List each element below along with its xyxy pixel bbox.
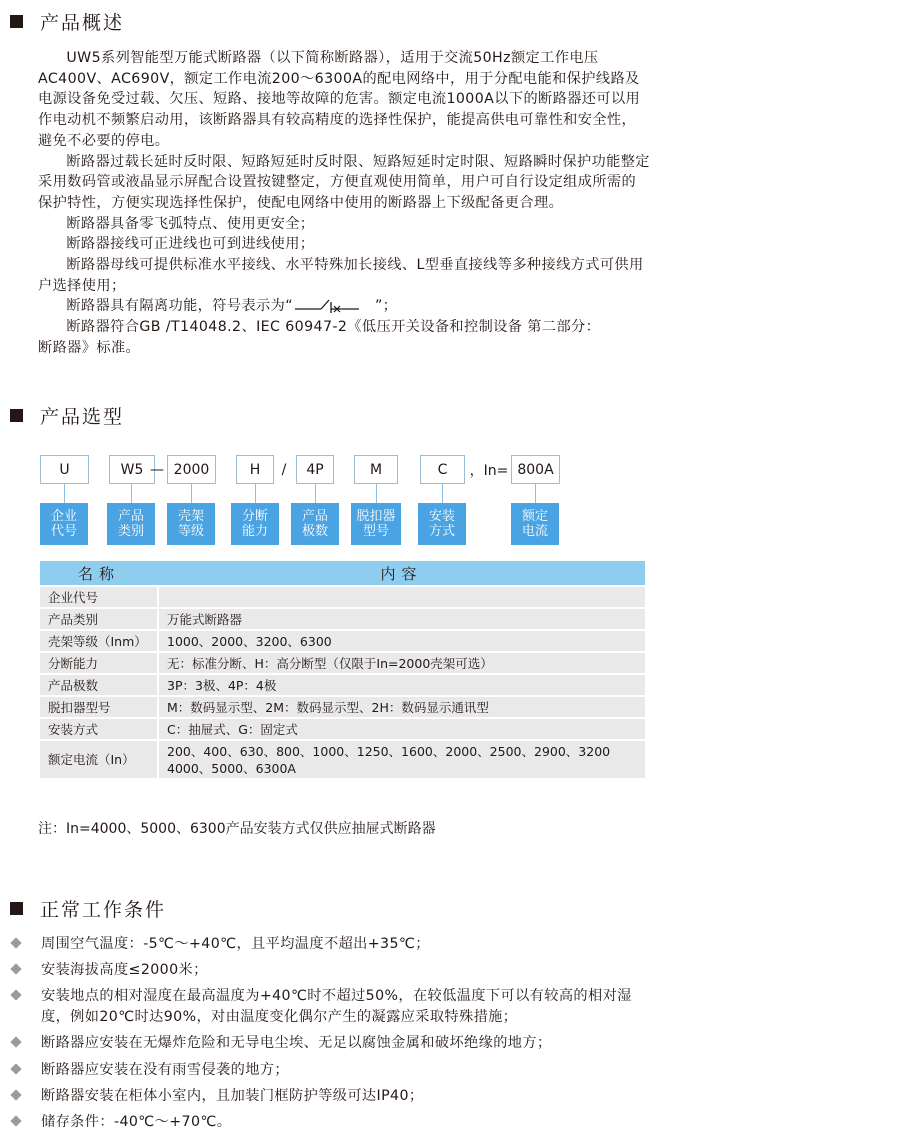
label-install-mode: 安装 方式	[418, 503, 466, 545]
table-row	[40, 652, 645, 674]
row-content: 1000、2000、3200、6300	[158, 630, 645, 652]
code-poles: 4P	[296, 455, 334, 484]
connector-line	[131, 484, 132, 504]
section-heading-overview	[10, 6, 124, 36]
code-breaking: H	[236, 455, 274, 484]
label-rated-current: 额定 电流	[511, 503, 559, 545]
header-name: 名称	[40, 561, 158, 586]
condition-text: 安装地点的相对湿度在最高温度为+40℃时不超过50%，在较低温度下可以有较高的相对湿度，例如20℃时达90%，对由温度变化偶尔产生的凝露应采取特殊措施；	[41, 988, 632, 1026]
square-bullet-icon	[10, 409, 23, 422]
label-poles: 产品 极数	[291, 503, 339, 545]
code-dash: —	[150, 461, 164, 478]
table-header-row	[40, 561, 645, 586]
code-category: W5	[109, 455, 155, 484]
table-row	[40, 586, 645, 608]
code-slash: /	[281, 461, 287, 478]
condition-text: 储存条件：-40℃～+70℃。	[41, 1113, 232, 1130]
isolation-paragraph	[38, 296, 650, 317]
section-title: 正常工作条件	[40, 898, 167, 921]
list-item	[0, 986, 660, 1027]
list-item	[0, 1060, 660, 1081]
row-content: 3P：3极、4P：4极	[158, 674, 645, 696]
overview-paragraph: 断路器母线可提供标准水平接线、水平特殊加长接线、L型垂直接线等多种接线方式可供用户选择使用；	[38, 257, 644, 294]
isolation-prefix: 断路器具有隔离功能，符号表示为“	[66, 298, 293, 315]
row-name: 安装方式	[40, 718, 158, 740]
code-release: M	[354, 455, 398, 484]
row-name: 脱扣器型号	[40, 696, 158, 718]
diamond-bullet-icon	[10, 964, 21, 975]
connector-line	[191, 484, 192, 504]
table-row	[40, 718, 645, 740]
connector-line	[376, 484, 377, 504]
connector-line	[315, 484, 316, 504]
row-name: 壳架等级（Inm）	[40, 630, 158, 652]
diamond-bullet-icon	[10, 1115, 21, 1126]
list-item	[0, 934, 660, 955]
row-name: 分断能力	[40, 652, 158, 674]
overview-paragraph: 断路器具备零飞弧特点、使用更安全；	[66, 215, 315, 232]
list-item	[0, 1033, 660, 1054]
overview-text	[38, 48, 650, 359]
connector-line	[255, 484, 256, 504]
condition-text: 断路器应安装在没有雨雪侵袭的地方；	[41, 1061, 289, 1078]
label-frame-grade: 壳架 等级	[167, 503, 215, 545]
square-bullet-icon	[10, 15, 23, 28]
overview-paragraph: 断路器过载长延时反时限、短路短延时反时限、短路短延时定时限、短路瞬时保护功能整定采用数码管或液晶显示屏配合设置按键整定，方便直观使用简单，用户可自行设定组成所需的保护特性，方便实现选择性保护，使配电网络中使用的断路器上下级配备更合理。	[38, 153, 650, 211]
label-breaking-capacity: 分断 能力	[231, 503, 279, 545]
connector-line	[442, 484, 443, 504]
label-release-type: 脱扣器 型号	[351, 503, 401, 545]
code-frame: 2000	[167, 455, 216, 484]
row-name: 额定电流（In）	[40, 740, 158, 778]
code-in-label: ，In=	[469, 462, 509, 479]
row-content: 万能式断路器	[158, 608, 645, 630]
section-heading-conditions	[10, 893, 166, 923]
row-content	[158, 586, 645, 608]
isolation-suffix: ”；	[374, 298, 398, 315]
row-content: 200、400、630、800、1000、1250、1600、2000、2500、2900、3200 4000、5000、6300A	[158, 740, 645, 778]
table-row	[40, 740, 645, 778]
row-name: 企业代号	[40, 586, 158, 608]
label-enterprise-code: 企业 代号	[40, 503, 88, 545]
square-bullet-icon	[10, 902, 23, 915]
diamond-bullet-icon	[10, 1089, 21, 1100]
code-enterprise: U	[40, 455, 89, 484]
selection-table	[40, 561, 645, 778]
isolation-switch-symbol-icon	[293, 297, 375, 315]
overview-paragraph: 断路器接线可正进线也可到进线使用；	[66, 236, 315, 253]
list-item	[0, 1086, 660, 1107]
section-heading-selection	[10, 400, 124, 430]
connector-line	[64, 484, 65, 504]
table-row	[40, 696, 645, 718]
section-title: 产品概述	[40, 11, 125, 34]
diamond-bullet-icon	[10, 937, 21, 948]
table-row	[40, 608, 645, 630]
conditions-list	[0, 934, 660, 1138]
diamond-bullet-icon	[10, 990, 21, 1001]
code-mount: C	[420, 455, 465, 484]
row-content: C：抽屉式、G：固定式	[158, 718, 645, 740]
diamond-bullet-icon	[10, 1063, 21, 1074]
section-title: 产品选型	[40, 405, 125, 428]
diamond-bullet-icon	[10, 1037, 21, 1048]
condition-text: 断路器安装在柜体小室内，且加装门框防护等级可达IP40；	[41, 1087, 424, 1104]
condition-text: 周围空气温度：-5℃～+40℃，且平均温度不超出+35℃；	[41, 936, 430, 952]
list-item	[0, 960, 660, 981]
condition-text: 安装海拔高度≤2000米；	[41, 962, 208, 979]
table-row	[40, 630, 645, 652]
condition-text: 断路器应安装在无爆炸危险和无导电尘埃、无足以腐蚀金属和破坏绝缘的地方；	[41, 1035, 552, 1052]
row-content: M：数码显示型、2M：数码显示型、2H：数码显示通讯型	[158, 696, 645, 718]
standard-paragraph: 断路器符合GB /T14048.2、IEC 60947-2《低压开关设备和控制设备 第二部分：	[66, 319, 601, 336]
row-name: 产品极数	[40, 674, 158, 696]
connector-line	[535, 484, 536, 504]
standard-paragraph-cont: 断路器》标准。	[38, 339, 141, 356]
label-product-category: 产品 类别	[107, 503, 155, 545]
overview-paragraph: UW5系列智能型万能式断路器（以下简称断路器），适用于交流50Hz额定工作电压AC400V、AC690V，额定工作电流200～6300A的配电网络中，用于分配电能和保护线路及电源设备免受过载、欠压、短路、接地等故障的危害。额定电流1000A以下的断路器还可以用作电动机不频繁启动用，该断路器具有较高精度的选择性保护，能提高供电可靠性和安全性，避免不必要的停电。	[38, 50, 641, 149]
row-content: 无：标准分断、H：高分断型（仅限于In=2000壳架可选）	[158, 652, 645, 674]
code-current: 800A	[511, 455, 560, 484]
table-row	[40, 674, 645, 696]
selection-note: 注：In=4000、5000、6300产品安装方式仅供应抽屉式断路器	[38, 821, 436, 837]
row-name: 产品类别	[40, 608, 158, 630]
list-item	[0, 1112, 660, 1133]
header-content: 内容	[158, 561, 645, 586]
